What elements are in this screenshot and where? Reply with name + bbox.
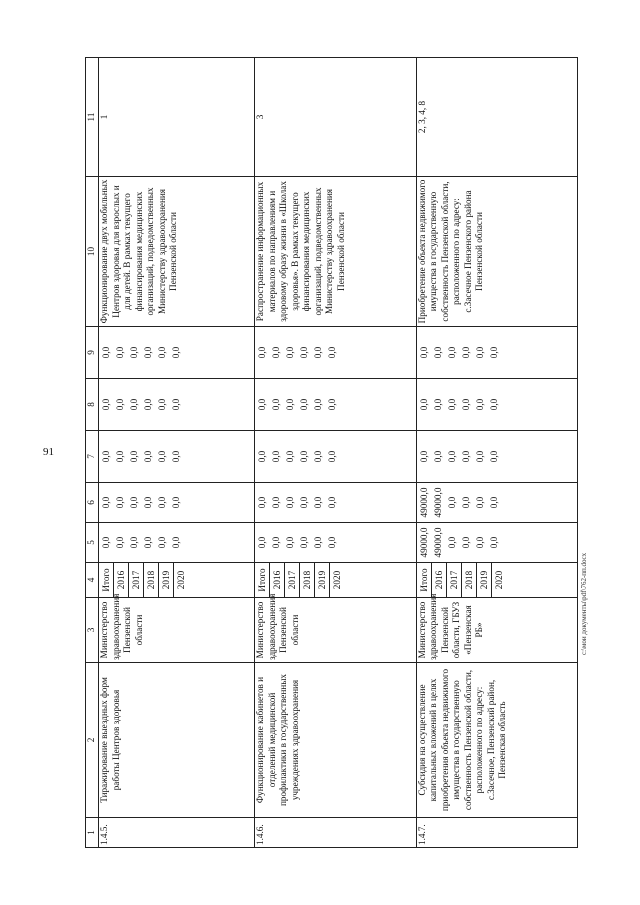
amount-col7-value: 0,0	[299, 450, 310, 463]
amount-col7-value: 0,0	[432, 450, 443, 463]
amount-col6-value: 0,0	[327, 496, 338, 509]
table-row	[416, 58, 577, 848]
row-number: 1.4.5.	[99, 818, 255, 848]
indicator-number: 2, 3, 4, 8	[416, 58, 577, 177]
amount-col8	[416, 379, 577, 431]
col-header-7: 7	[86, 431, 99, 483]
year-cell-value: 2020	[176, 570, 186, 590]
amount-col9-value: 0,0	[460, 346, 471, 359]
amount-col9-value: 0,0	[115, 346, 125, 359]
amount-col7-value: 0,0	[257, 450, 268, 463]
amount-col9-value: 0,0	[446, 346, 457, 359]
amount-col5-value: 0,0	[115, 536, 125, 549]
year-cell-value: 2019	[159, 563, 174, 597]
indicator-number: 1	[99, 58, 255, 177]
year-cell-value: Итого	[417, 563, 432, 597]
year-cell	[99, 563, 255, 598]
amount-col9-value: 0,0	[101, 346, 111, 359]
table-row	[255, 58, 416, 848]
row-number: 1.4.6.	[255, 818, 416, 848]
year-cell-value: 2016	[432, 563, 447, 597]
amount-col5-value: 0,0	[446, 536, 457, 549]
amount-col6	[255, 483, 416, 523]
amount-col5-value: 49000,0	[432, 527, 443, 558]
amount-col8-value: 0,0	[271, 398, 282, 411]
amount-col5-value: 0,0	[460, 536, 471, 549]
amount-col5-value: 49000,0	[418, 527, 429, 558]
amount-col6-value: 0,0	[460, 496, 471, 509]
executor: Министерство здравоохранения Пензенской области	[99, 598, 255, 663]
amount-col9-value: 0,0	[271, 346, 282, 359]
amount-col5	[255, 523, 416, 563]
amount-col7-value: 0,0	[115, 450, 125, 463]
amount-col9-value: 0,0	[432, 346, 443, 359]
amount-col8-value: 0,0	[460, 398, 471, 411]
year-cell-value: Итого	[99, 563, 114, 597]
col-header-4: 4	[86, 563, 99, 598]
amount-col6-value: 49000,0	[418, 487, 429, 518]
amount-col6-value: 0,0	[157, 496, 167, 509]
page-number: 91	[43, 446, 54, 458]
amount-col7-value: 0,0	[101, 450, 111, 463]
year-cell-value: 2017	[129, 563, 144, 597]
measure-name: Субсидия на осуществление капитальных вложений в целях приобретения объекта недвижимого имущества в государственную собственность Пензенской области, расположенного по адресу: с.Засечное, Пензенский район, Пензенская область	[416, 663, 577, 818]
amount-col6	[416, 483, 577, 523]
year-cell-value: 2017	[285, 563, 300, 597]
year-cell-value: 2020	[493, 570, 504, 590]
amount-col7-value: 0,0	[474, 450, 485, 463]
amount-col6-value: 49000,0	[432, 487, 443, 518]
amount-col7-value: 0,0	[129, 450, 139, 463]
rotated-table-sheet	[85, 58, 578, 848]
amount-col6-value: 0,0	[271, 496, 282, 509]
footer-path: c:\мои документы\pdf\762-пп.docx	[580, 552, 588, 655]
amount-col5	[416, 523, 577, 563]
amount-col6-value: 0,0	[171, 496, 181, 509]
amount-col8-value: 0,0	[299, 398, 310, 411]
col-header-1: 1	[86, 818, 99, 848]
year-cell	[255, 563, 416, 598]
amount-col6-value: 0,0	[313, 496, 324, 509]
amount-col6-value: 0,0	[474, 496, 485, 509]
amount-col7-value: 0,0	[488, 450, 499, 463]
amount-col5-value: 0,0	[101, 536, 111, 549]
year-cell-value: 2016	[270, 563, 285, 597]
measure-name: Функционирование кабинетов и отделений медицинской профилактики в государственных учреждениях здравоохранения	[255, 663, 416, 818]
amount-col8-value: 0,0	[327, 398, 338, 411]
amount-col6-value: 0,0	[446, 496, 457, 509]
amount-col7-value: 0,0	[327, 450, 338, 463]
amount-col7-value: 0,0	[313, 450, 324, 463]
amount-col5-value: 0,0	[257, 536, 268, 549]
amount-col9-value: 0,0	[418, 346, 429, 359]
expected-result: Функционирование двух мобильных Центров здоровья для взрослых и для детей. В рамках текущего финансирования медицинских организаций, подведомственных Министерству здравоохранения Пензенской области	[99, 177, 255, 327]
amount-col6-value: 0,0	[143, 496, 153, 509]
amount-col6-value: 0,0	[129, 496, 139, 509]
table-body	[99, 58, 578, 848]
year-cell-value: 2020	[332, 570, 343, 590]
amount-col9	[99, 327, 255, 379]
indicator-number: 3	[255, 58, 416, 177]
amount-col9	[255, 327, 416, 379]
amount-col6	[99, 483, 255, 523]
amount-col8-value: 0,0	[285, 398, 296, 411]
expected-result: Распространение информационных материалов по направлениям и здоровому образу жизни в «Школах здоровья». В рамках текущего финансирования медицинских организаций, подведомственных Министерству здравоохранения Пензенской области	[255, 177, 416, 327]
amount-col8	[99, 379, 255, 431]
amount-col6-value: 0,0	[115, 496, 125, 509]
amount-col8-value: 0,0	[474, 398, 485, 411]
amount-col5-value: 0,0	[299, 536, 310, 549]
amount-col8-value: 0,0	[101, 398, 111, 411]
amount-col8-value: 0,0	[171, 398, 181, 411]
program-table	[85, 57, 578, 848]
year-cell-value: 2018	[300, 563, 315, 597]
amount-col9-value: 0,0	[171, 346, 181, 359]
col-header-3: 3	[86, 598, 99, 663]
year-cell-value: 2016	[114, 563, 129, 597]
col-header-10: 10	[86, 177, 99, 327]
amount-col7-value: 0,0	[446, 450, 457, 463]
amount-col9-value: 0,0	[488, 346, 499, 359]
amount-col6-value: 0,0	[101, 496, 111, 509]
amount-col6-value: 0,0	[285, 496, 296, 509]
year-cell-value: 2018	[144, 563, 159, 597]
amount-col8-value: 0,0	[488, 398, 499, 411]
amount-col5-value: 0,0	[327, 536, 338, 549]
amount-col5-value: 0,0	[171, 536, 181, 549]
amount-col8-value: 0,0	[313, 398, 324, 411]
col-header-6: 6	[86, 483, 99, 523]
year-cell-value: Итого	[255, 563, 270, 597]
amount-col6-value: 0,0	[257, 496, 268, 509]
amount-col7-value: 0,0	[157, 450, 167, 463]
col-header-8: 8	[86, 379, 99, 431]
year-cell-value: 2019	[477, 563, 492, 597]
col-header-2: 2	[86, 663, 99, 818]
year-cell	[416, 563, 577, 598]
amount-col7	[416, 431, 577, 483]
amount-col7	[99, 431, 255, 483]
executor: Министерство здравоохранения Пензенской области, ГБУЗ «Пензенская РБ»	[416, 598, 577, 663]
table-row	[99, 58, 255, 848]
amount-col7	[255, 431, 416, 483]
amount-col9-value: 0,0	[257, 346, 268, 359]
amount-col5-value: 0,0	[129, 536, 139, 549]
amount-col9-value: 0,0	[313, 346, 324, 359]
year-cell-value: 2017	[447, 563, 462, 597]
amount-col8-value: 0,0	[432, 398, 443, 411]
amount-col5-value: 0,0	[285, 536, 296, 549]
amount-col5-value: 0,0	[488, 536, 499, 549]
amount-col7-value: 0,0	[460, 450, 471, 463]
amount-col8-value: 0,0	[418, 398, 429, 411]
amount-col6-value: 0,0	[299, 496, 310, 509]
col-header-5: 5	[86, 523, 99, 563]
amount-col9-value: 0,0	[129, 346, 139, 359]
amount-col8-value: 0,0	[446, 398, 457, 411]
header-row	[86, 58, 99, 848]
amount-col5-value: 0,0	[474, 536, 485, 549]
amount-col7-value: 0,0	[143, 450, 153, 463]
measure-name: Тиражирование выездных форм работы Центров здоровья	[99, 663, 255, 818]
col-header-11: 11	[86, 58, 99, 177]
amount-col9-value: 0,0	[157, 346, 167, 359]
amount-col9-value: 0,0	[327, 346, 338, 359]
amount-col5-value: 0,0	[271, 536, 282, 549]
amount-col7-value: 0,0	[285, 450, 296, 463]
year-cell-value: 2019	[315, 563, 330, 597]
amount-col5-value: 0,0	[143, 536, 153, 549]
col-header-9: 9	[86, 327, 99, 379]
amount-col7-value: 0,0	[171, 450, 181, 463]
amount-col5-value: 0,0	[157, 536, 167, 549]
amount-col8-value: 0,0	[257, 398, 268, 411]
amount-col9-value: 0,0	[285, 346, 296, 359]
amount-col8-value: 0,0	[157, 398, 167, 411]
amount-col7-value: 0,0	[418, 450, 429, 463]
amount-col5	[99, 523, 255, 563]
amount-col5-value: 0,0	[313, 536, 324, 549]
year-cell-value: 2018	[462, 563, 477, 597]
amount-col6-value: 0,0	[488, 496, 499, 509]
amount-col8-value: 0,0	[115, 398, 125, 411]
expected-result: Приобретение объекта недвижимого имущества в государственную собственность Пензенской области, расположенного по адресу: с.Засечное Пензенского района Пензенской области	[416, 177, 577, 327]
row-number: 1.4.7.	[416, 818, 577, 848]
amount-col8	[255, 379, 416, 431]
amount-col7-value: 0,0	[271, 450, 282, 463]
amount-col9	[416, 327, 577, 379]
amount-col9-value: 0,0	[474, 346, 485, 359]
amount-col8-value: 0,0	[143, 398, 153, 411]
amount-col9-value: 0,0	[299, 346, 310, 359]
executor: Министерство здравоохранения Пензенской области	[255, 598, 416, 663]
amount-col9-value: 0,0	[143, 346, 153, 359]
amount-col8-value: 0,0	[129, 398, 139, 411]
